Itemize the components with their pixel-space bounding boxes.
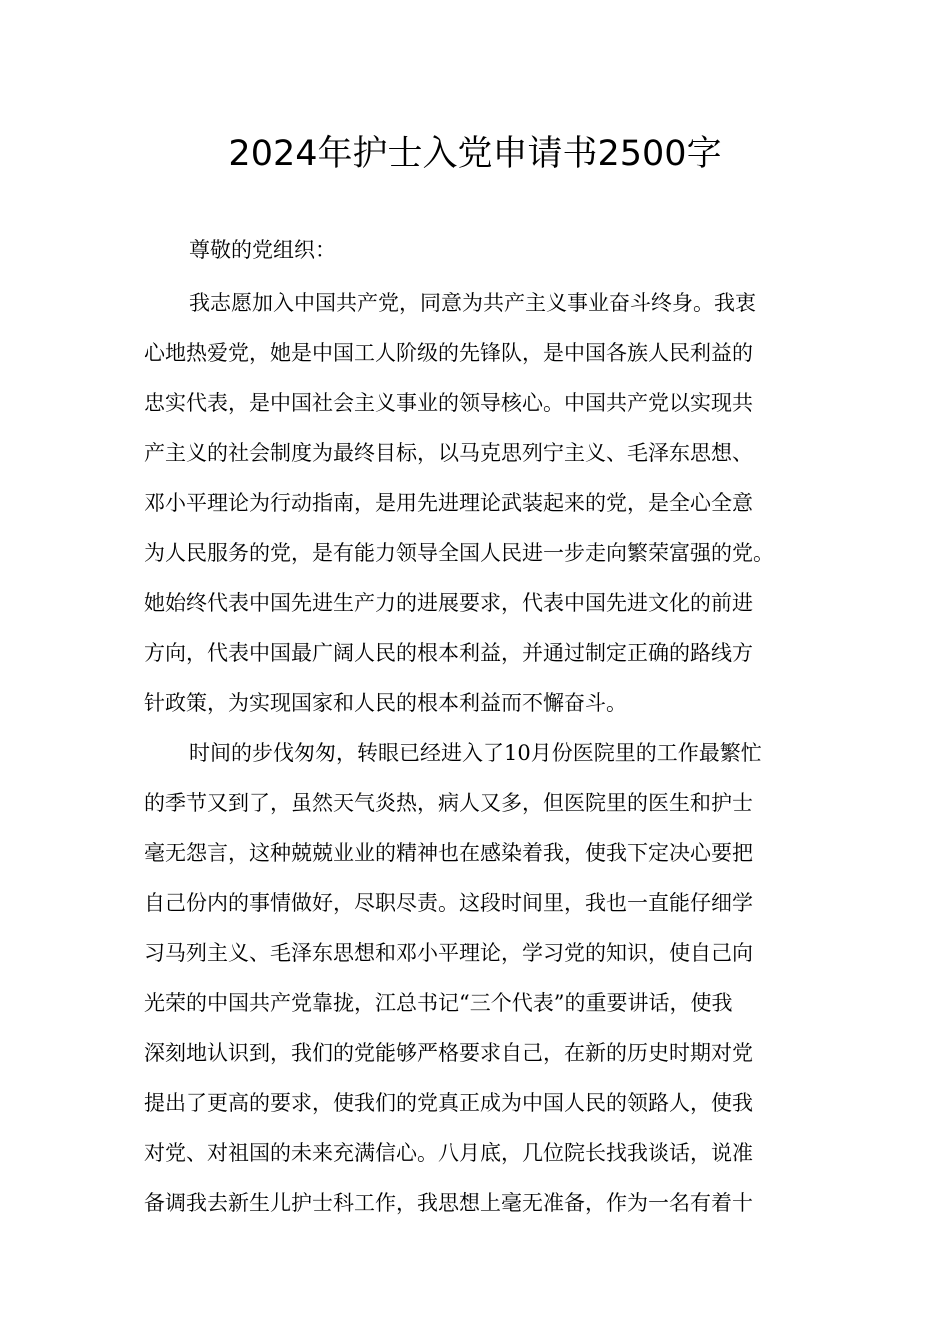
text-line: 针政策，为实现国家和人民的根本利益而不懈奋斗。: [144, 691, 627, 715]
text-line: 自己份内的事情做好，尽职尽责。这段时间里，我也一直能仔细学: [144, 891, 753, 915]
document-title: 2024年护士入党申请书2500字: [228, 134, 722, 174]
text-line: 时间的步伐匆匆，转眼已经进入了10月份医院里的工作最繁忙: [189, 741, 762, 765]
salutation: 尊敬的党组织：: [189, 238, 336, 262]
text-line: 忠实代表，是中国社会主义事业的领导核心。中国共产党以实现共: [144, 391, 753, 415]
text-line: 提出了更高的要求，使我们的党真正成为中国人民的领路人，使我: [144, 1091, 753, 1115]
text-line: 光荣的中国共产党靠拢，江总书记“三个代表”的重要讲话，使我: [144, 991, 733, 1015]
text-line: 对党、对祖国的未来充满信心。八月底，几位院长找我谈话，说准: [144, 1141, 753, 1165]
text-line: 邓小平理论为行动指南，是用先进理论武装起来的党，是全心全意: [144, 491, 753, 515]
text-line: 习马列主义、毛泽东思想和邓小平理论，学习党的知识，使自己向: [144, 941, 753, 965]
text-line: 为人民服务的党，是有能力领导全国人民进一步走向繁荣富强的党。: [144, 541, 774, 565]
text-line: 她始终代表中国先进生产力的进展要求，代表中国先进文化的前进: [144, 591, 753, 615]
text-line: 的季节又到了，虽然天气炎热，病人又多，但医院里的医生和护士: [144, 791, 753, 815]
text-line: 产主义的社会制度为最终目标，以马克思列宁主义、毛泽东思想、: [144, 441, 753, 465]
text-line: 心地热爱党，她是中国工人阶级的先锋队，是中国各族人民利益的: [144, 341, 753, 365]
text-line: 备调我去新生儿护士科工作，我思想上毫无准备，作为一名有着十: [144, 1191, 753, 1215]
text-line: 我志愿加入中国共产党，同意为共产主义事业奋斗终身。我衷: [189, 291, 756, 315]
text-line: 方向，代表中国最广阔人民的根本利益，并通过制定正确的路线方: [144, 641, 753, 665]
body-text: [144, 278, 844, 1228]
text-line: 毫无怨言，这种兢兢业业的精神也在感染着我，使我下定决心要把: [144, 841, 753, 865]
text-line: 深刻地认识到，我们的党能够严格要求自己，在新的历史时期对党: [144, 1041, 753, 1065]
